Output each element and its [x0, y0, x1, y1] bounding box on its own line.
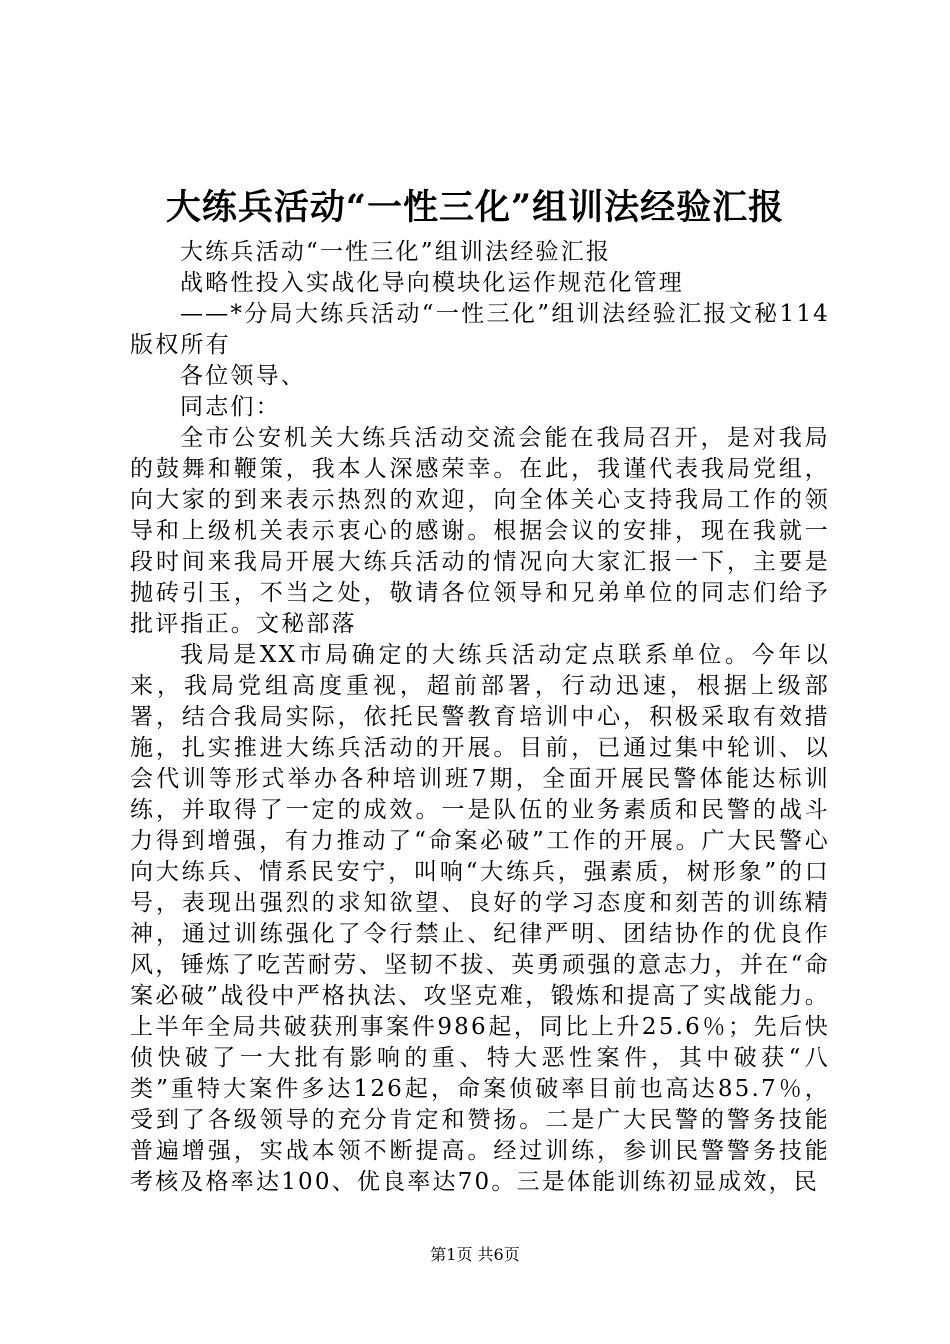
paragraph-salutation-leaders: 各位领导、 — [180, 363, 306, 389]
paragraph-opening: 全市公安机关大练兵活动交流会能在我局召开，是对我局的鼓舞和鞭策，我本人深感荣幸。在此，我谨代表我局党组，向大家的到来表示热烈的欢迎，向全体关心支持我局工作的领导和上级机关表示衷心的感谢。根据会议的安排，现在我就一段时间来我局开展大练兵活动的情况向大家汇报一下，主要是抛砖引玉，不当之处，敬请各位领导和兄弟单位的同志们给予批评指正。文秘部落 — [130, 425, 830, 637]
document-body — [130, 237, 830, 1198]
paragraph-byline: ——*分局大练兵活动“一性三化”组训法经验汇报文秘114版权所有 — [130, 301, 830, 358]
paragraph-theme: 战略性投入实战化导向模块化运作规范化管理 — [180, 270, 684, 296]
document-title: 大练兵活动“一性三化”组训法经验汇报 — [165, 187, 785, 228]
paragraph-main: 我局是XX市局确定的大练兵活动定点联系单位。今年以来，我局党组高度重视，超前部署，行动迅速，根据上级部署，结合我局实际，依托民警教育培训中心，积极采取有效措施，扎实推进大练兵活动的开展。目前，已通过集中轮训、以会代训等形式举办各种培训班7期，全面开展民警体能达标训练，并取得了一定的成效。一是队伍的业务素质和民警的战斗力得到增强，有力推动了“命案必破”工作的开展。广大民警心向大练兵、情系民安宁，叫响“大练兵，强素质，树形象”的口号，表现出强烈的求知欲望、良好的学习态度和刻苦的训练精神，通过训练强化了令行禁止、纪律严明、团结协作的优良作风，锤炼了吃苦耐劳、坚韧不拔、英勇顽强的意志力，并在“命案必破”战役中严格执法、攻坚克难，锻炼和提高了实战能力。上半年全局共破获刑事案件986起，同比上升25.6％；先后快侦快破了一大批有影响的重、特大恶性案件，其中破获“八类”重特大案件多达126起，命案侦破率目前也高达85.7％，受到了各级领导的充分肯定和赞扬。二是广大民警的警务技能普遍增强，实战本领不断提高。经过训练，参训民警警务技能考核及格率达100、优良率达70。三是体能训练初显成效，民 — [130, 642, 830, 1195]
page-footer: 第1页 共6页 — [430, 1245, 520, 1264]
paragraph-salutation-comrades: 同志们： — [180, 394, 281, 420]
paragraph-subtitle: 大练兵活动“一性三化”组训法经验汇报 — [180, 239, 612, 265]
